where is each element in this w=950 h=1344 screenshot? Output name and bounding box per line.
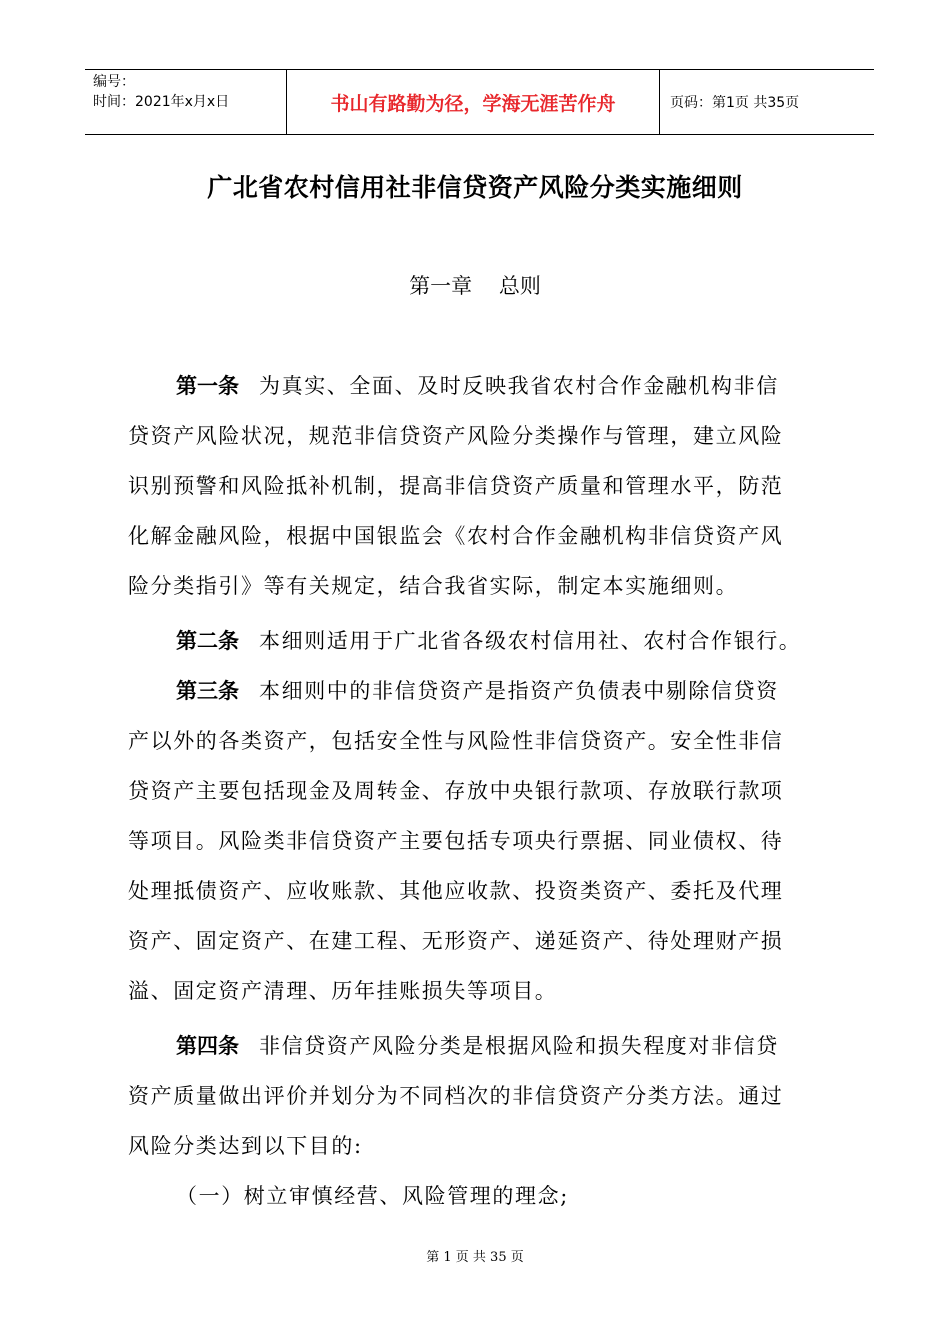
article-4-line-2: 资产质量做出评价并划分为不同档次的非信贷资产分类方法。通过	[128, 1084, 784, 1108]
article-1-text: 为真实、全面、及时反映我省农村合作金融机构非信	[259, 374, 779, 398]
article-2-line-1	[128, 621, 828, 671]
article-1-line-2: 贷资产风险状况，规范非信贷资产风险分类操作与管理，建立风险	[128, 424, 784, 448]
article-3-line-7: 溢、固定资产清理、历年挂账损失等项目。	[128, 979, 558, 1003]
header-page-cell	[660, 70, 874, 134]
article-3-line-1	[128, 671, 828, 721]
chapter-heading: 第一章 总则	[409, 274, 541, 298]
article-3-line-4: 等项目。风险类非信贷资产主要包括专项央行票据、同业债权、待	[128, 829, 784, 853]
article-4-line-3: 风险分类达到以下目的:	[128, 1134, 363, 1158]
article-1-line-1	[128, 366, 828, 416]
article-2-text: 本细则适用于广北省各级农村信用社、农村合作银行。	[259, 629, 802, 653]
header-motto-cell	[287, 70, 660, 134]
header-info-cell	[85, 70, 287, 134]
time-label: 时间：2021年x月x日	[93, 94, 230, 110]
list-item-1: （一）树立审慎经营、风险管理的理念;	[176, 1184, 569, 1208]
article-4-text: 非信贷资产风险分类是根据风险和损失程度对非信贷	[259, 1034, 779, 1058]
article-3-text: 本细则中的非信贷资产是指资产负债表中剔除信贷资	[259, 679, 779, 703]
article-2-label: 第二条	[176, 629, 239, 653]
article-3-label: 第三条	[176, 679, 239, 703]
article-3-line-6: 资产、固定资产、在建工程、无形资产、递延资产、待处理财产损	[128, 929, 784, 953]
document-body	[128, 366, 828, 1226]
article-1-line-5: 险分类指引》等有关规定，结合我省实际，制定本实施细则。	[128, 574, 739, 598]
article-3-line-2: 产以外的各类资产，包括安全性与风险性非信贷资产。安全性非信	[128, 729, 784, 753]
serial-number-label: 编号：	[93, 74, 135, 90]
article-3-line-5: 处理抵债资产、应收账款、其他应收款、投资类资产、委托及代理	[128, 879, 784, 903]
article-1-line-4: 化解金融风险，根据中国银监会《农村合作金融机构非信贷资产风	[128, 524, 784, 548]
article-3-line-3: 贷资产主要包括现金及周转金、存放中央银行款项、存放联行款项	[128, 779, 784, 803]
motto-text: 书山有路勤为径，学海无涯苦作舟	[330, 92, 616, 115]
document-header	[85, 69, 874, 135]
article-4-line-1	[128, 1026, 828, 1076]
page-code: 页码：第1页 共35页	[670, 95, 800, 111]
article-1-label: 第一条	[176, 374, 239, 398]
page-footer: 第 1 页 共 35 页	[426, 1250, 524, 1265]
article-4-label: 第四条	[176, 1034, 239, 1058]
article-1-line-3: 识别预警和风险抵补机制，提高非信贷资产质量和管理水平，防范	[128, 474, 784, 498]
document-title: 广北省农村信用社非信贷资产风险分类实施细则	[207, 173, 743, 202]
